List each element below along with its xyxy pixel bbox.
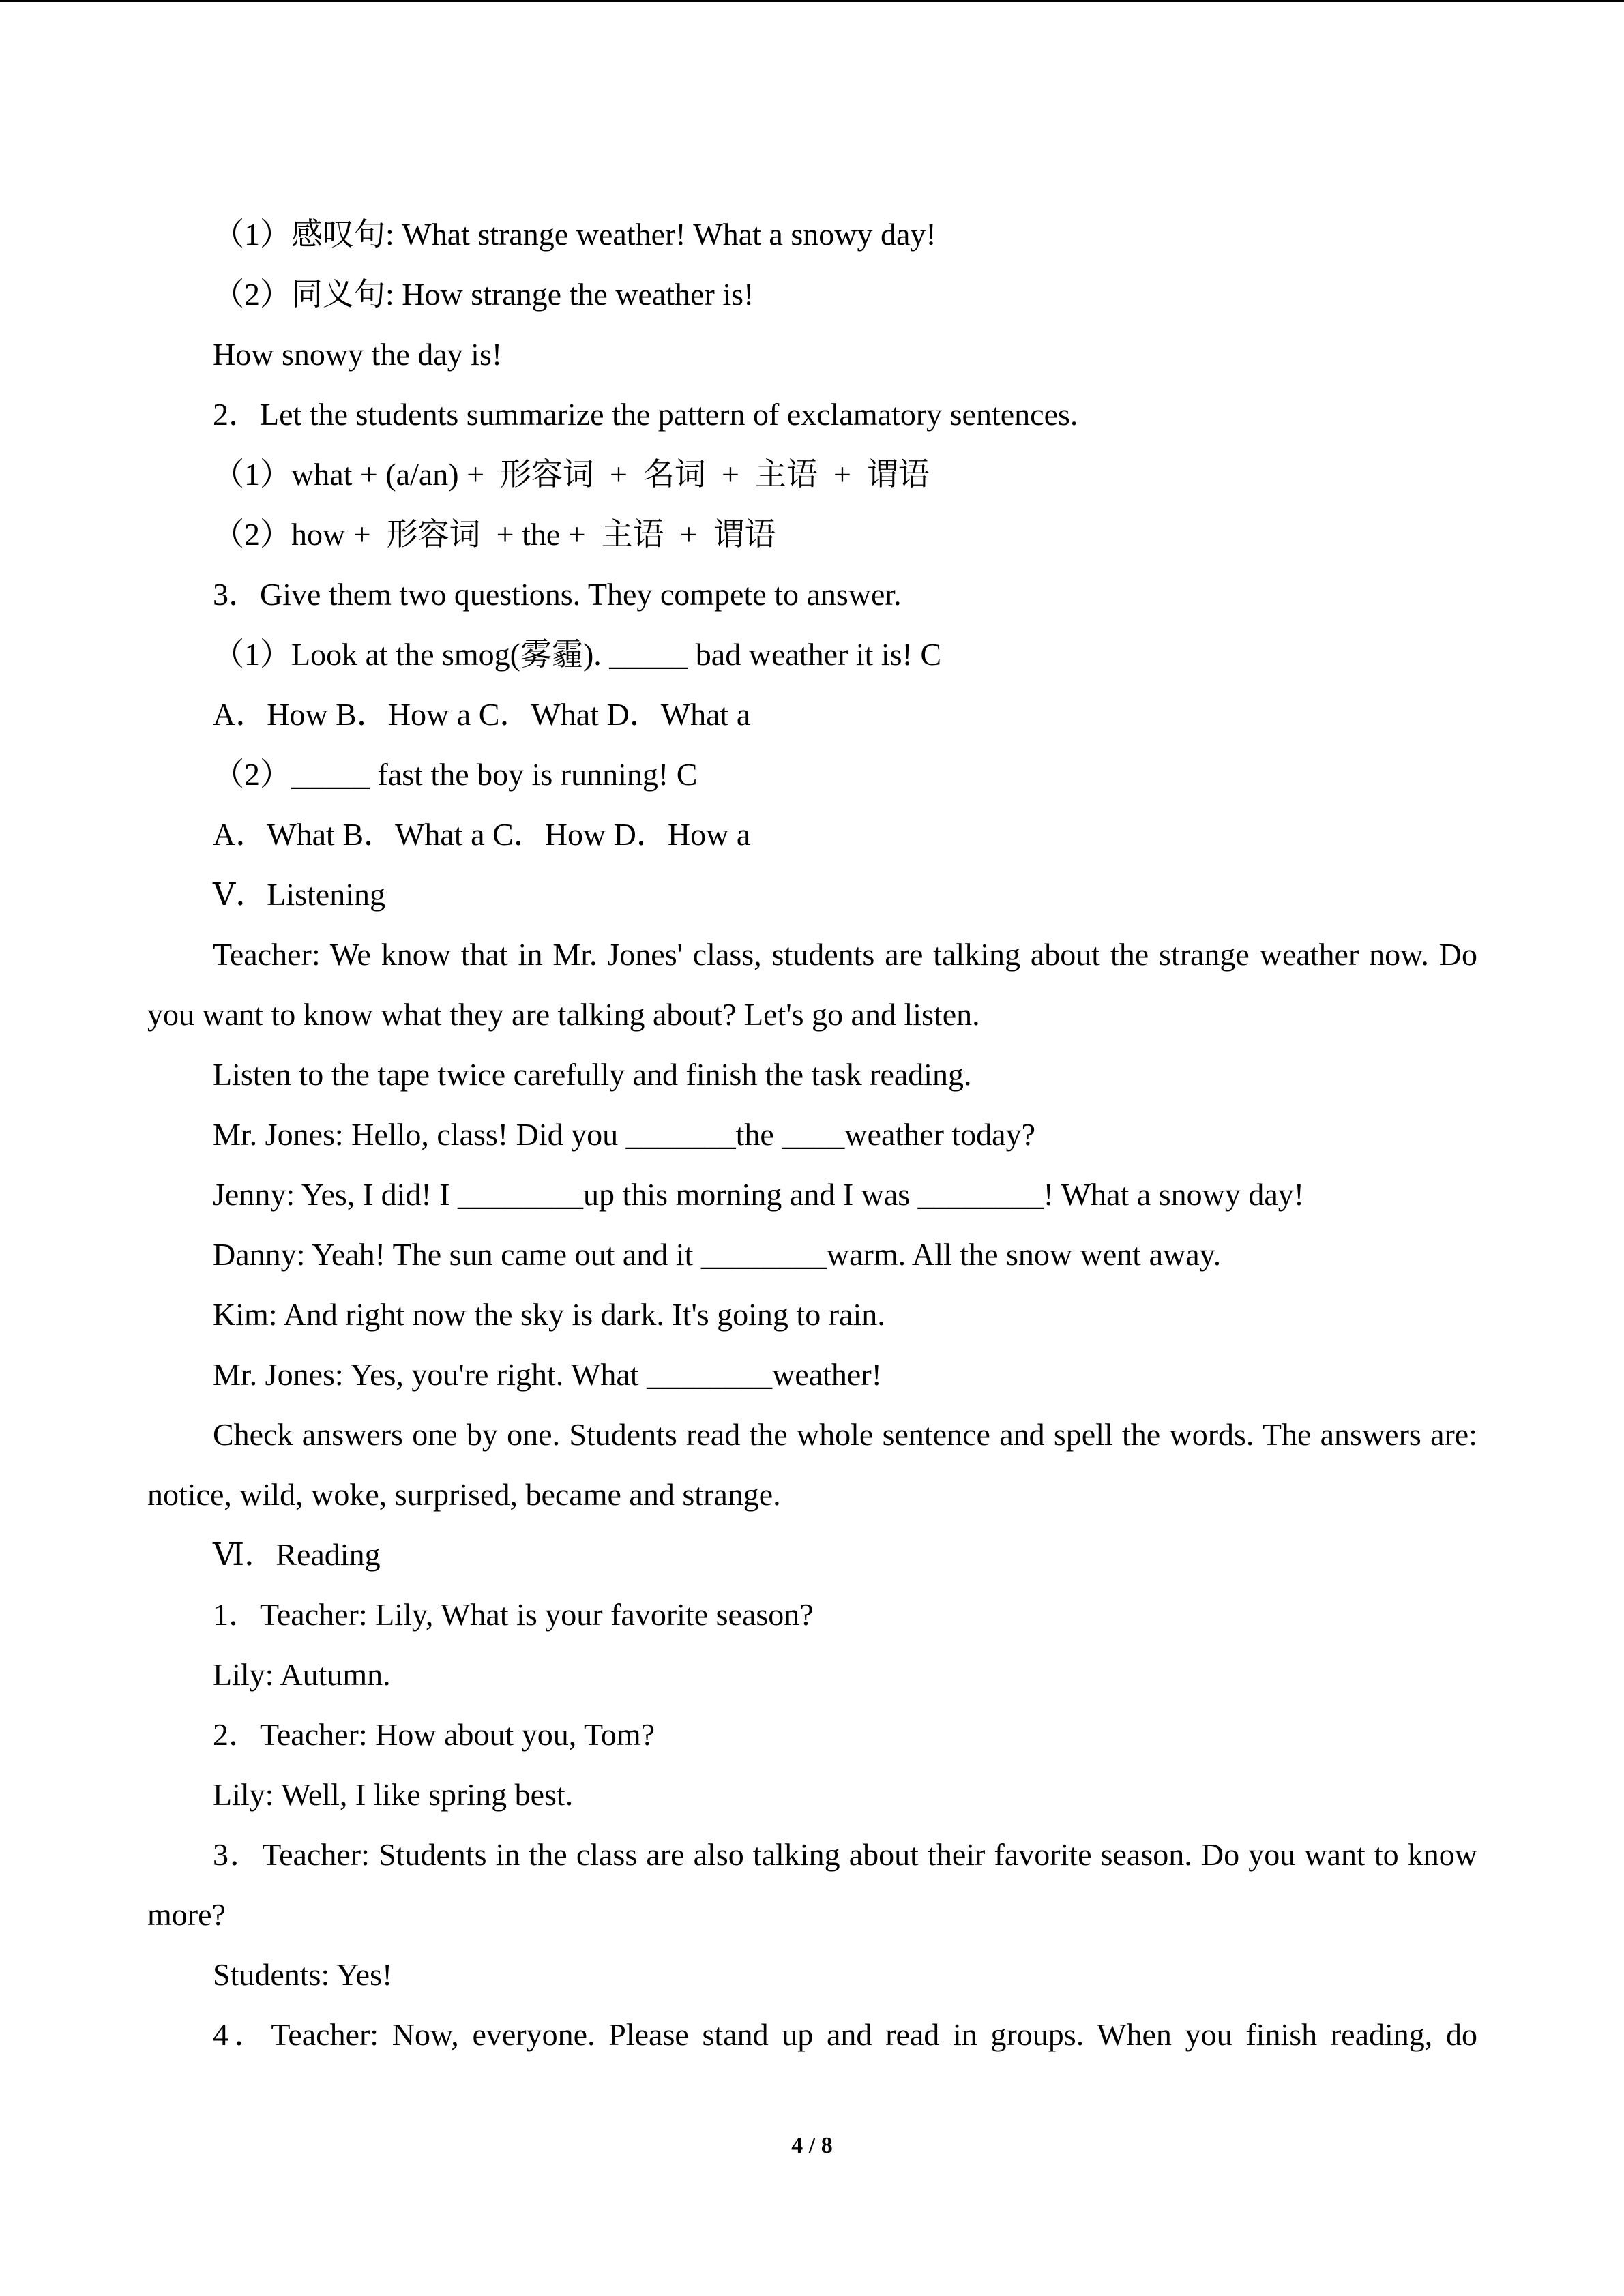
text-paragraph: A．How B．How a C．What D．What a xyxy=(213,697,751,732)
text-paragraph: 3．Teacher: Students in the class are also talking about their favorite season. Do you want to know more? xyxy=(147,1837,1486,1932)
text-paragraph: （1）what + (a/an) + 形容词 + 名词 + 主语 + 谓语 xyxy=(213,457,930,492)
text-paragraph: Lily: Well, I like spring best. xyxy=(213,1777,574,1812)
text-paragraph: （1）感叹句: What strange weather! What a snowy day! xyxy=(213,217,936,252)
text-paragraph: Check answers one by one. Students read the whole sentence and spell the words. The answers are: notice, wild, woke, surprised, became and strange. xyxy=(147,1417,1486,1512)
text-paragraph: How snowy the day is! xyxy=(213,337,503,372)
page-separator: / xyxy=(808,2133,816,2158)
text-paragraph: （2）_____ fast the boy is running! C xyxy=(213,757,698,792)
top-border-rule xyxy=(0,0,1624,2)
text-paragraph: Danny: Yeah! The sun came out and it ________warm. All the snow went away. xyxy=(213,1237,1222,1272)
text-paragraph: Ⅵ．Reading xyxy=(213,1537,381,1572)
text-paragraph: Mr. Jones: Yes, you're right. What ________weather! xyxy=(213,1357,882,1392)
text-paragraph: （2）同义句: How strange the weather is! xyxy=(213,277,754,312)
text-paragraph: Mr. Jones: Hello, class! Did you _______the ____weather today? xyxy=(213,1117,1035,1152)
text-paragraph: Ⅴ．Listening xyxy=(213,877,385,912)
text-paragraph: Jenny: Yes, I did! I ________up this morning and I was ________! What a snowy day! xyxy=(213,1177,1305,1212)
document-body xyxy=(147,205,1486,2065)
page-current: 4 xyxy=(791,2133,803,2158)
text-paragraph: 1．Teacher: Lily, What is your favorite season? xyxy=(213,1597,814,1632)
text-paragraph: 3．Give them two questions. They compete to answer. xyxy=(213,577,902,612)
text-paragraph: Kim: And right now the sky is dark. It's going to rain. xyxy=(213,1297,885,1332)
text-paragraph: Lily: Autumn. xyxy=(213,1657,391,1692)
page-number xyxy=(0,2133,1624,2159)
text-paragraph: （2）how + 形容词 + the + 主语 + 谓语 xyxy=(213,517,776,552)
text-paragraph: 2．Teacher: How about you, Tom? xyxy=(213,1717,655,1752)
text-paragraph: 4．Teacher: Now, everyone. Please stand up and read in groups. When you finish reading, do xyxy=(213,2017,1477,2052)
text-paragraph: 2．Let the students summarize the pattern of exclamatory sentences. xyxy=(213,397,1078,432)
text-paragraph: Students: Yes! xyxy=(213,1957,393,1992)
text-paragraph: Listen to the tape twice carefully and finish the task reading. xyxy=(213,1057,972,1092)
page-total: 8 xyxy=(821,2133,833,2158)
text-paragraph: A．What B．What a C．How D．How a xyxy=(213,817,751,852)
text-paragraph: Teacher: We know that in Mr. Jones' class, students are talking about the strange weather now. Do you want to know what they are talking about? Let's go and listen. xyxy=(147,937,1486,1032)
text-paragraph: （1）Look at the smog(雾霾). _____ bad weather it is! C xyxy=(213,637,942,672)
